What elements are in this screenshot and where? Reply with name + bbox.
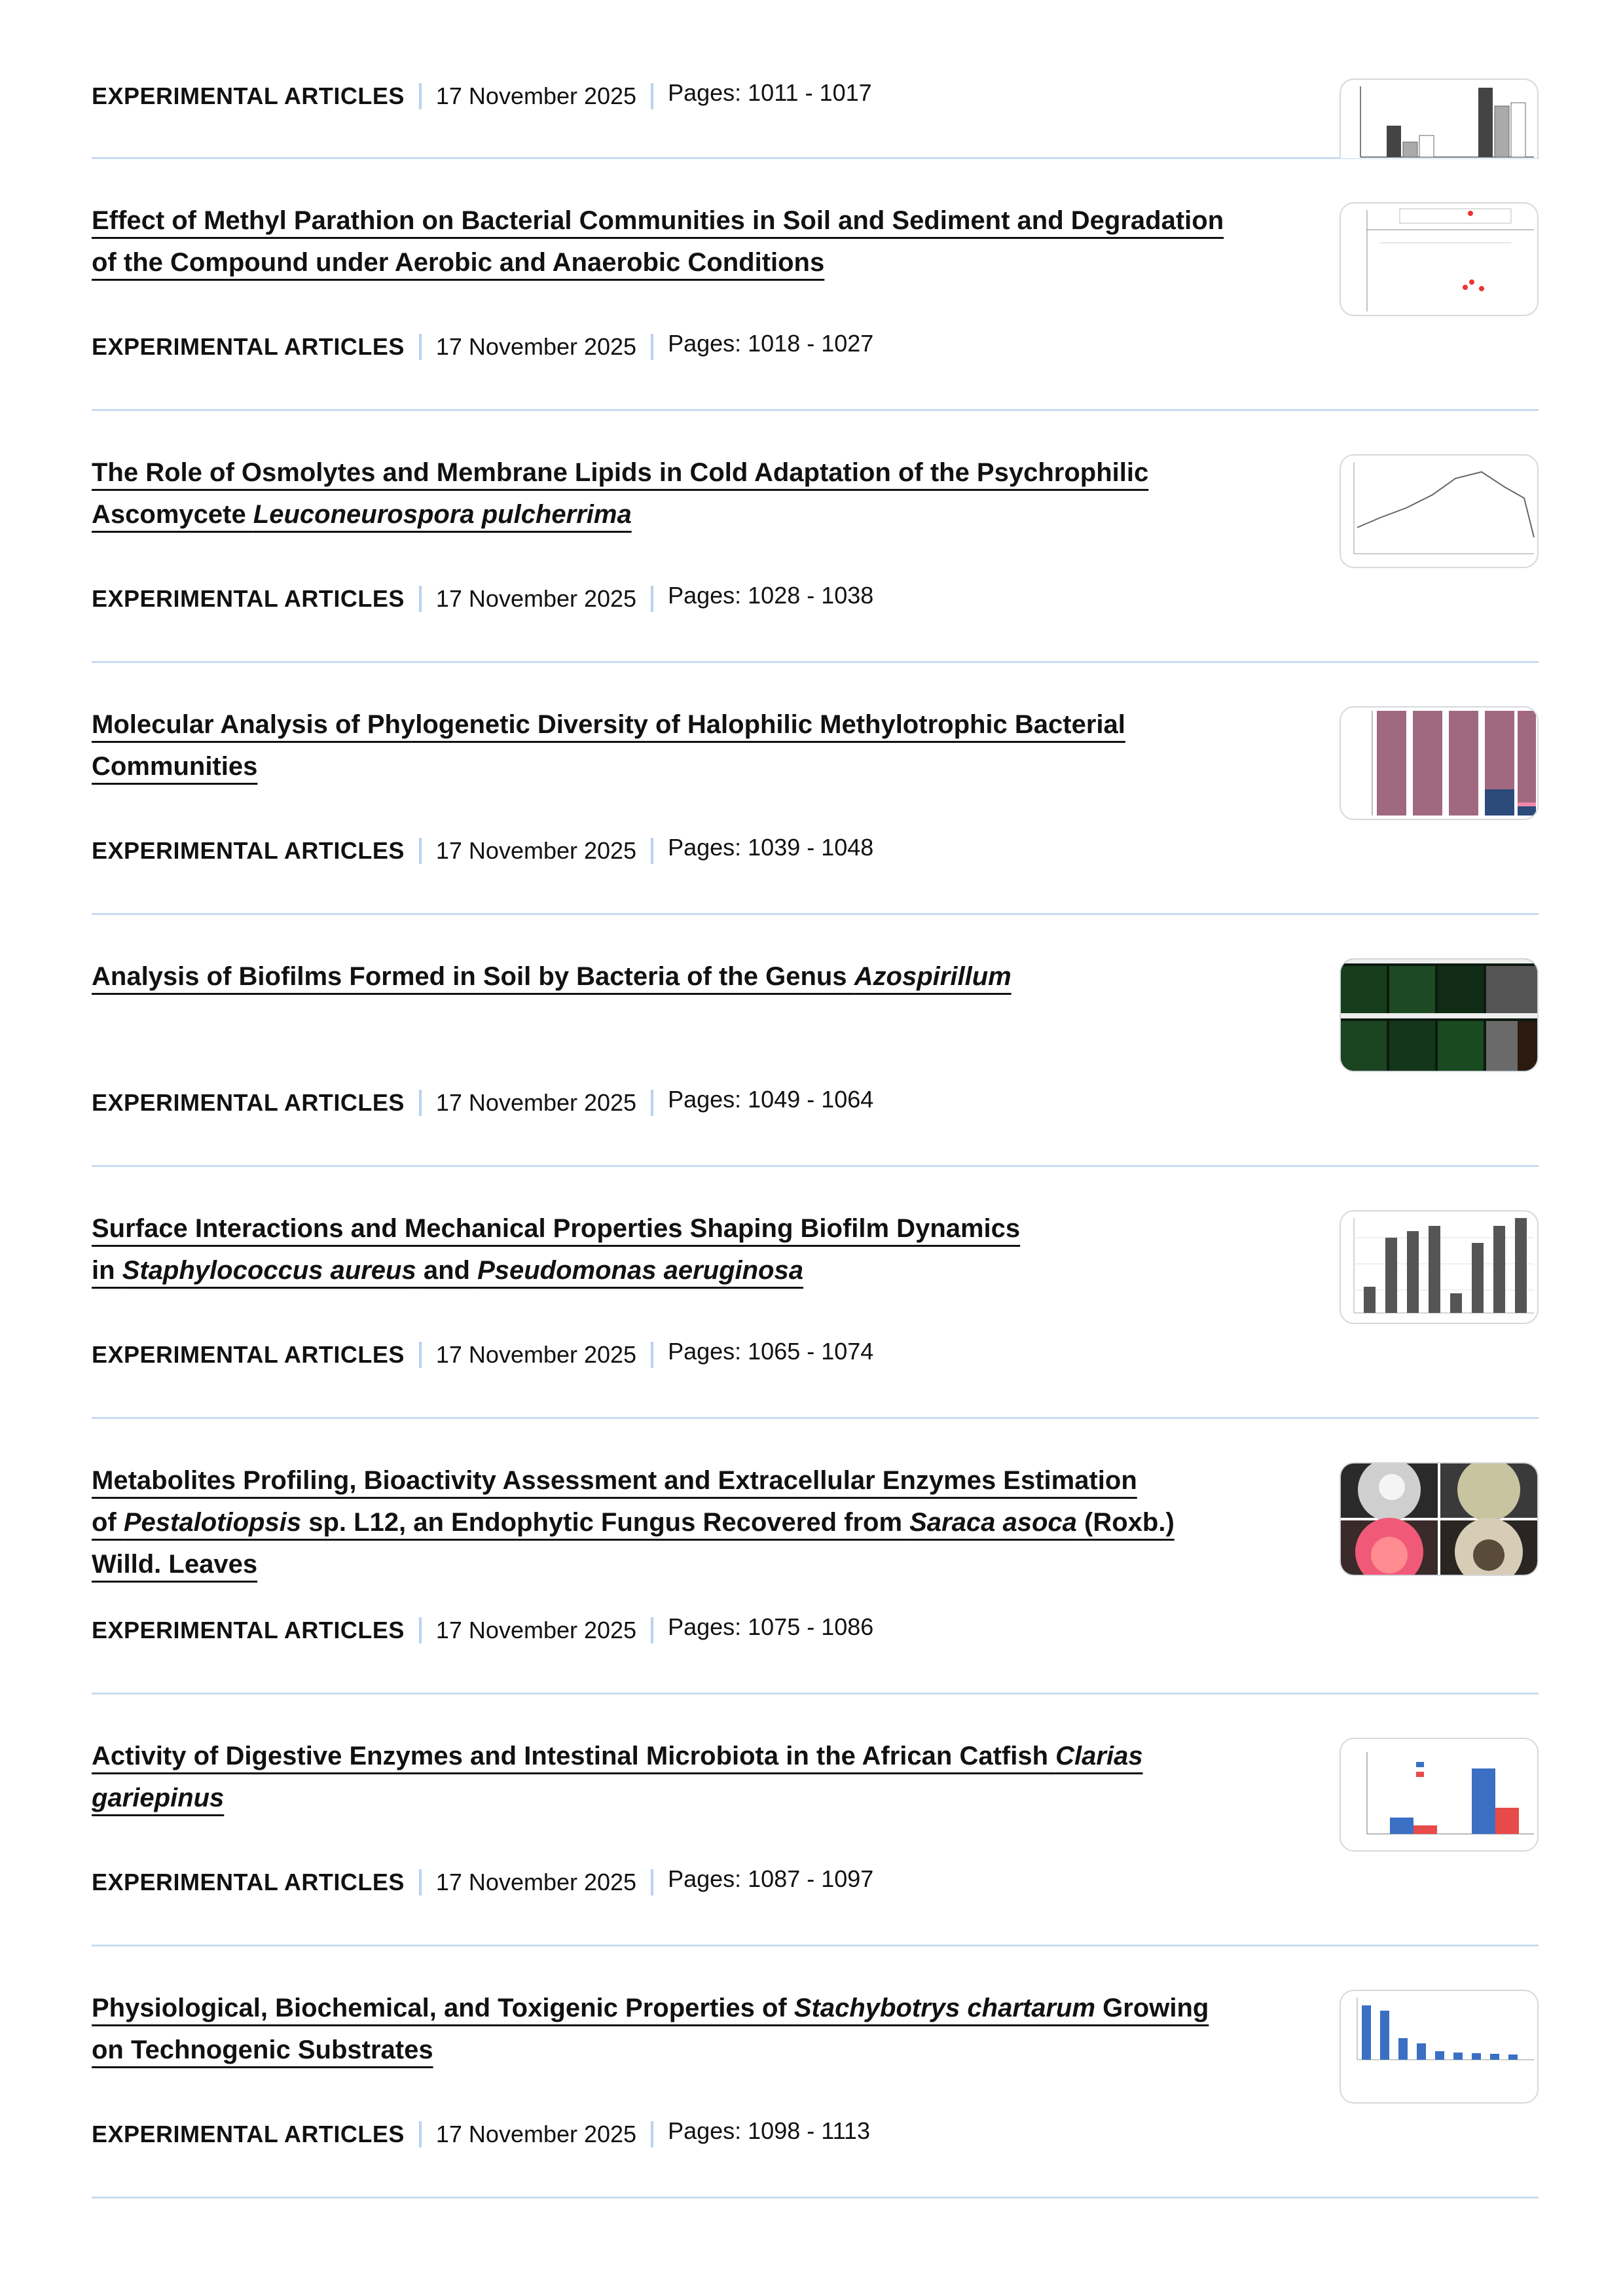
meta-separator (419, 334, 422, 360)
article-meta (92, 330, 874, 361)
article-title-link[interactable] (92, 1735, 1303, 1819)
article-pages: Pages: 1018 - 1027 (668, 330, 874, 357)
scatter-plot-thumbnail[interactable] (1340, 202, 1539, 316)
article-title-link[interactable] (92, 1208, 1303, 1291)
meta-separator (651, 83, 653, 109)
stacked-bar-thumbnail[interactable] (1340, 706, 1539, 820)
article-item (92, 1419, 1539, 1695)
title-line[interactable]: Surface Interactions and Mechanical Properties Shaping Biofilm Dynamics (92, 1214, 1021, 1243)
article-item (92, 1695, 1539, 1946)
title-line[interactable]: Activity of Digestive Enzymes and Intestinal Microbiota in the African Catfish Clarias (92, 1742, 1143, 1770)
article-item (92, 663, 1539, 915)
article-meta (92, 1338, 874, 1369)
article-list (92, 0, 1539, 2198)
gray-bar-chart-thumbnail[interactable] (1340, 1210, 1539, 1324)
article-pages: Pages: 1039 - 1048 (668, 834, 874, 861)
article-date: 17 November 2025 (435, 1869, 637, 1895)
article-item (92, 1946, 1539, 2198)
title-line[interactable]: of Pestalotiopsis sp. L12, an Endophytic Fungus Recovered from Saraca asoca (Roxb.) (92, 1508, 1175, 1537)
article-item (92, 1167, 1539, 1419)
article-title-link[interactable] (92, 1987, 1303, 2071)
article-date: 17 November 2025 (435, 82, 637, 109)
meta-separator (419, 1342, 422, 1368)
title-line[interactable]: Analysis of Biofilms Formed in Soil by Bacteria of the Genus Azospirillum (92, 962, 1012, 991)
article-title-link[interactable] (92, 452, 1303, 535)
title-line[interactable]: Metabolites Profiling, Bioactivity Assessment and Extracellular Enzymes Estimation (92, 1466, 1137, 1495)
title-line[interactable]: The Role of Osmolytes and Membrane Lipids in Cold Adaptation of the Psychrophilic (92, 458, 1149, 487)
article-item (92, 159, 1539, 411)
article-date: 17 November 2025 (435, 1341, 637, 1368)
title-line[interactable]: gariepinus (92, 1784, 225, 1812)
meta-separator (419, 83, 422, 109)
article-date: 17 November 2025 (435, 837, 637, 864)
article-date: 17 November 2025 (435, 333, 637, 360)
bar-chart-thumbnail[interactable] (1340, 79, 1539, 158)
meta-separator (651, 1342, 653, 1368)
line-chart-thumbnail[interactable] (1340, 454, 1539, 568)
article-category: EXPERIMENTAL ARTICLES (92, 1617, 405, 1643)
article-pages: Pages: 1028 - 1038 (668, 582, 874, 609)
article-meta (92, 834, 874, 865)
article-pages: Pages: 1098 - 1113 (668, 2117, 870, 2144)
title-line[interactable]: in Staphylococcus aureus and Pseudomonas aeruginosa (92, 1256, 803, 1285)
title-line[interactable]: of the Compound under Aerobic and Anaerobic Conditions (92, 248, 825, 277)
meta-separator (651, 838, 653, 864)
article-meta (92, 1613, 874, 1644)
article-pages: Pages: 1049 - 1064 (668, 1086, 874, 1113)
article-title-link[interactable] (92, 956, 1303, 997)
meta-separator (651, 1869, 653, 1895)
article-category: EXPERIMENTAL ARTICLES (92, 1089, 405, 1116)
meta-separator (651, 2121, 653, 2147)
title-line[interactable]: Effect of Methyl Parathion on Bacterial Communities in Soil and Sediment and Degradation (92, 206, 1224, 235)
title-line[interactable]: Ascomycete Leuconeurospora pulcherrima (92, 500, 632, 529)
article-item (92, 0, 1539, 159)
article-pages: Pages: 1087 - 1097 (668, 1865, 874, 1892)
article-category: EXPERIMENTAL ARTICLES (92, 1341, 405, 1368)
article-title-link[interactable] (92, 200, 1303, 283)
title-line[interactable]: Communities (92, 752, 258, 781)
article-item (92, 411, 1539, 663)
article-meta (92, 1086, 874, 1117)
title-line[interactable]: Molecular Analysis of Phylogenetic Diversity of Halophilic Methylotrophic Bacterial (92, 710, 1125, 739)
title-line[interactable]: on Technogenic Substrates (92, 2036, 433, 2064)
article-date: 17 November 2025 (435, 585, 637, 612)
title-line[interactable]: Willd. Leaves (92, 1550, 258, 1579)
article-date: 17 November 2025 (435, 2121, 637, 2147)
meta-separator (419, 2121, 422, 2147)
article-category: EXPERIMENTAL ARTICLES (92, 1869, 405, 1895)
article-title-link[interactable] (92, 1460, 1303, 1585)
article-date: 17 November 2025 (435, 1617, 637, 1643)
blue-bar-chart-thumbnail[interactable] (1340, 1990, 1539, 2104)
petri-dish-thumbnail[interactable] (1340, 1462, 1539, 1576)
article-category: EXPERIMENTAL ARTICLES (92, 585, 405, 612)
article-pages: Pages: 1011 - 1017 (668, 79, 872, 106)
meta-separator (419, 1869, 422, 1895)
article-title-link[interactable] (92, 704, 1303, 787)
meta-separator (651, 1617, 653, 1643)
article-category: EXPERIMENTAL ARTICLES (92, 837, 405, 864)
article-item (92, 915, 1539, 1167)
title-line[interactable]: Physiological, Biochemical, and Toxigenic Properties of Stachybotrys chartarum Growing (92, 1994, 1209, 2022)
article-category: EXPERIMENTAL ARTICLES (92, 333, 405, 360)
article-category: EXPERIMENTAL ARTICLES (92, 2121, 405, 2147)
meta-separator (419, 1090, 422, 1116)
enzyme-chart-thumbnail[interactable] (1340, 1738, 1539, 1852)
meta-separator (419, 838, 422, 864)
article-meta (92, 582, 874, 613)
article-pages: Pages: 1075 - 1086 (668, 1613, 874, 1640)
meta-separator (651, 1090, 653, 1116)
article-category: EXPERIMENTAL ARTICLES (92, 82, 405, 109)
meta-separator (419, 1617, 422, 1643)
article-meta (92, 2117, 870, 2148)
microscopy-thumbnail[interactable] (1340, 958, 1539, 1072)
meta-separator (651, 334, 653, 360)
article-pages: Pages: 1065 - 1074 (668, 1338, 874, 1365)
meta-separator (419, 586, 422, 612)
article-meta (92, 1865, 874, 1896)
article-date: 17 November 2025 (435, 1089, 637, 1116)
meta-separator (651, 586, 653, 612)
article-meta (92, 79, 872, 110)
